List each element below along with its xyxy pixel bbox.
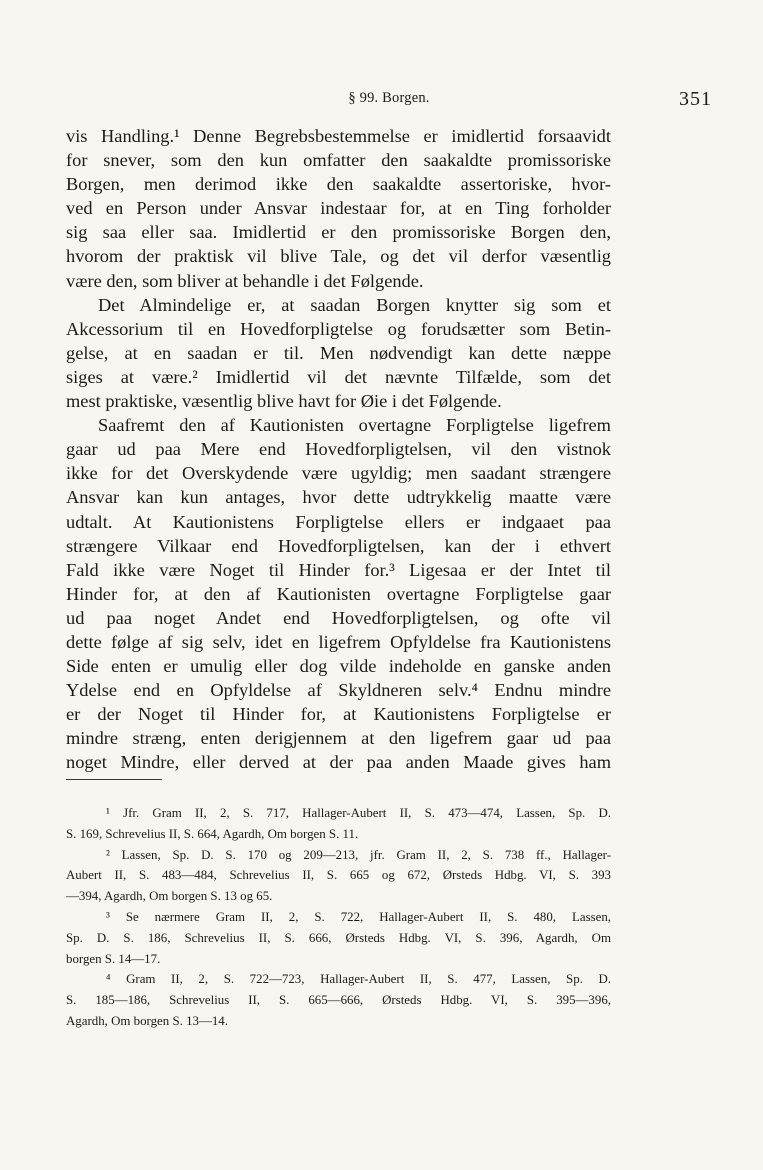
text-line: vis Handling.¹ Denne Begrebsbestemmelse er imidlertid forsaavidt <box>66 126 611 146</box>
text-line: noget Mindre, eller derved at der paa anden Maade gives ham <box>66 752 611 773</box>
text-line: ved en Person under Ansvar indestaar for, at en Ting forholder <box>66 198 611 219</box>
footnote-line: S. 185—186, Schrevelius II, S. 665—666, Ørsteds Hdbg. VI, S. 395—396, <box>66 993 611 1008</box>
body-text <box>66 124 611 775</box>
text-line: dette følge af sig selv, idet en ligefrem Opfyldelse fra Kautionistens <box>66 631 611 652</box>
text-line: Ydelse end en Opfyldelse af Skyldneren selv.⁴ Endnu mindre <box>66 680 611 701</box>
page-header <box>66 86 712 116</box>
text-line: mindre stræng, enten derigjennem at den ligefrem gaar ud paa <box>66 728 611 749</box>
footnote-line: Aubert II, S. 483—484, Schrevelius II, S. 665 og 672, Ørsteds Hdbg. VI, S. 393 <box>66 868 611 883</box>
footnote-line: ³ Se nærmere Gram II, 2, S. 722, Hallager-Aubert II, S. 480, Lassen, <box>106 909 611 924</box>
text-line: sig saa eller saa. Imidlertid er den promissoriske Borgen den, <box>66 222 611 243</box>
text-line: er der Noget til Hinder for, at Kautionistens Forpligtelse er <box>66 704 611 725</box>
text-line: Fald ikke være Noget til Hinder for.³ Ligesaa er der Intet til <box>66 559 611 580</box>
text-line: Akcessorium til en Hovedforpligtelse og forudsætter som Betin- <box>66 318 611 339</box>
text-line: ud paa noget Andet end Hovedforpligtelsen, og ofte vil <box>66 607 611 628</box>
footnote-line: ⁴ Gram II, 2, S. 722—723, Hallager-Aubert II, S. 477, Lassen, Sp. D. <box>106 972 611 987</box>
text-line: Hinder for, at den af Kautionisten overtagne Forpligtelse gaar <box>66 583 611 604</box>
text-line: Det Almindelige er, at saadan Borgen knytter sig som et <box>98 294 611 315</box>
text-line: Ansvar kan kun antages, hvor dette udtrykkelig maatte være <box>66 487 611 508</box>
footnote-line: ² Lassen, Sp. D. S. 170 og 209—213, jfr. Gram II, 2, S. 738 ff., Hallager- <box>106 847 611 862</box>
page-number: 351 <box>679 88 712 110</box>
text-line: gelse, at en saadan er til. Men nødvendigt kan dette næppe <box>66 342 611 363</box>
footnote-line: Sp. D. S. 186, Schrevelius II, S. 666, Ørsteds Hdbg. VI, S. 396, Agardh, Om <box>66 930 611 945</box>
text-line: gaar ud paa Mere end Hovedforpligtelsen, vil den vistnok <box>66 439 611 460</box>
text-line: ikke for det Overskydende være ugyldig; men saadant strængere <box>66 463 611 484</box>
text-line: være den, som bliver at behandle i det Følgende. <box>66 270 424 291</box>
text-line: mest praktiske, væsentlig blive havt for Øie i det Følgende. <box>66 391 502 412</box>
running-title: § 99. Borgen. <box>348 90 430 106</box>
footnotes <box>66 803 611 1032</box>
text-line: Side enten er umulig eller dog vilde indeholde en ganske anden <box>66 656 611 677</box>
text-line: strængere Vilkaar end Hovedforpligtelsen, kan der i ethvert <box>66 535 611 556</box>
footnote-line: borgen S. 14—17. <box>66 951 161 966</box>
footnote-line: S. 169, Schrevelius II, S. 664, Agardh, Om borgen S. 11. <box>66 826 359 841</box>
text-line: hvorom der praktisk vil blive Tale, og det vil derfor væsentlig <box>66 246 611 267</box>
text-line: udtalt. At Kautionistens Forpligtelse ellers er indgaaet paa <box>66 511 611 532</box>
footnote-line: Agardh, Om borgen S. 13—14. <box>66 1013 228 1028</box>
footnote-line: —394, Agardh, Om borgen S. 13 og 65. <box>66 889 273 904</box>
text-line: siges at være.² Imidlertid vil det nævnte Tilfælde, som det <box>66 366 611 387</box>
text-line: for snever, som den kun omfatter den saakaldte promissoriske <box>66 150 611 171</box>
text-line: Borgen, men derimod ikke den saakaldte assertoriske, hvor- <box>66 174 611 195</box>
footnote-separator <box>66 779 162 780</box>
text-line: Saafremt den af Kautionisten overtagne Forpligtelse ligefrem <box>98 415 611 436</box>
footnote-line: ¹ Jfr. Gram II, 2, S. 717, Hallager-Aubert II, S. 473—474, Lassen, Sp. D. <box>106 806 611 820</box>
